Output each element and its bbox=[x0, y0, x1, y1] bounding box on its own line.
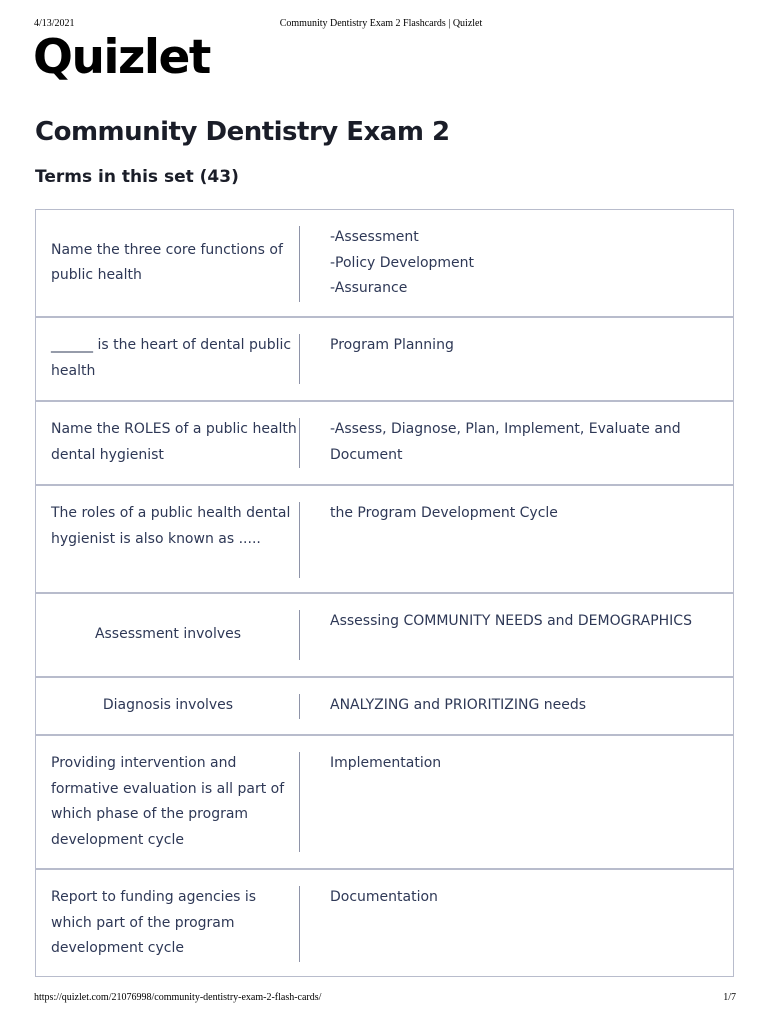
card-definition bbox=[300, 678, 733, 734]
card-divider bbox=[299, 694, 300, 719]
card-divider bbox=[299, 610, 300, 660]
print-page-title: Community Dentistry Exam 2 Flashcards | Quizlet bbox=[279, 18, 483, 29]
card-definition: Documentation bbox=[330, 889, 438, 905]
card-term-text: ______ is the heart of dental public health bbox=[51, 337, 292, 379]
card-term-text: Report to funding agencies is which part of the program development cycle bbox=[51, 889, 257, 956]
card-term-text: Diagnosis involves bbox=[102, 697, 234, 714]
card-term-text: Providing intervention and formative evaluation is all part of which phase of the program development cycle bbox=[51, 755, 285, 848]
flashcard-row bbox=[36, 210, 733, 318]
card-definition: Program Planning bbox=[330, 337, 454, 353]
card-term bbox=[36, 486, 300, 592]
flashcard-row bbox=[36, 318, 733, 402]
card-definition: the Program Development Cycle bbox=[330, 505, 558, 521]
flashcard-row bbox=[36, 402, 733, 486]
card-definition-text: ANALYZING and PRIORITIZING needs bbox=[330, 697, 587, 714]
card-divider bbox=[299, 886, 300, 962]
card-term-text: Name the three core functions of public health bbox=[51, 241, 283, 283]
card-term bbox=[36, 678, 300, 734]
set-title: Community Dentistry Exam 2 bbox=[35, 117, 450, 147]
flashcard-row bbox=[36, 486, 733, 594]
card-definition: -Assess, Diagnose, Plan, Implement, Evaluate and Document bbox=[330, 421, 681, 463]
card-term-text: Name the ROLES of a public health dental hygienist bbox=[51, 421, 297, 463]
card-term bbox=[36, 594, 300, 676]
card-term bbox=[36, 870, 300, 977]
card-definition: Assessing COMMUNITY NEEDS and DEMOGRAPHICS bbox=[330, 613, 692, 629]
print-url[interactable]: https://quizlet.com/21076998/community-dentistry-exam-2-flash-cards/ bbox=[34, 992, 322, 1003]
card-divider bbox=[299, 226, 300, 302]
quizlet-logo[interactable]: Quizlet bbox=[33, 30, 210, 85]
card-definition: Implementation bbox=[330, 755, 442, 771]
flashcard-row bbox=[36, 594, 733, 678]
card-term bbox=[36, 318, 300, 400]
card-divider bbox=[299, 752, 300, 852]
card-divider bbox=[299, 418, 300, 468]
flashcard-list bbox=[35, 209, 734, 977]
flashcard-row bbox=[36, 678, 733, 736]
card-definition: -Assessment -Policy Development -Assurance bbox=[330, 229, 475, 296]
card-term-text: Assessment involves bbox=[94, 626, 242, 643]
card-term bbox=[36, 210, 300, 316]
terms-count-heading: Terms in this set (43) bbox=[35, 167, 239, 187]
card-term-text: The roles of a public health dental hygienist is also known as ..... bbox=[51, 505, 291, 547]
card-term bbox=[36, 736, 300, 868]
card-term bbox=[36, 402, 300, 484]
print-date: 4/13/2021 bbox=[34, 18, 75, 29]
print-footer bbox=[34, 992, 736, 1006]
flashcard-row bbox=[36, 736, 733, 870]
flashcard-row bbox=[36, 870, 733, 977]
card-divider bbox=[299, 334, 300, 384]
card-divider bbox=[299, 502, 300, 578]
page-number: 1/7 bbox=[723, 992, 736, 1003]
